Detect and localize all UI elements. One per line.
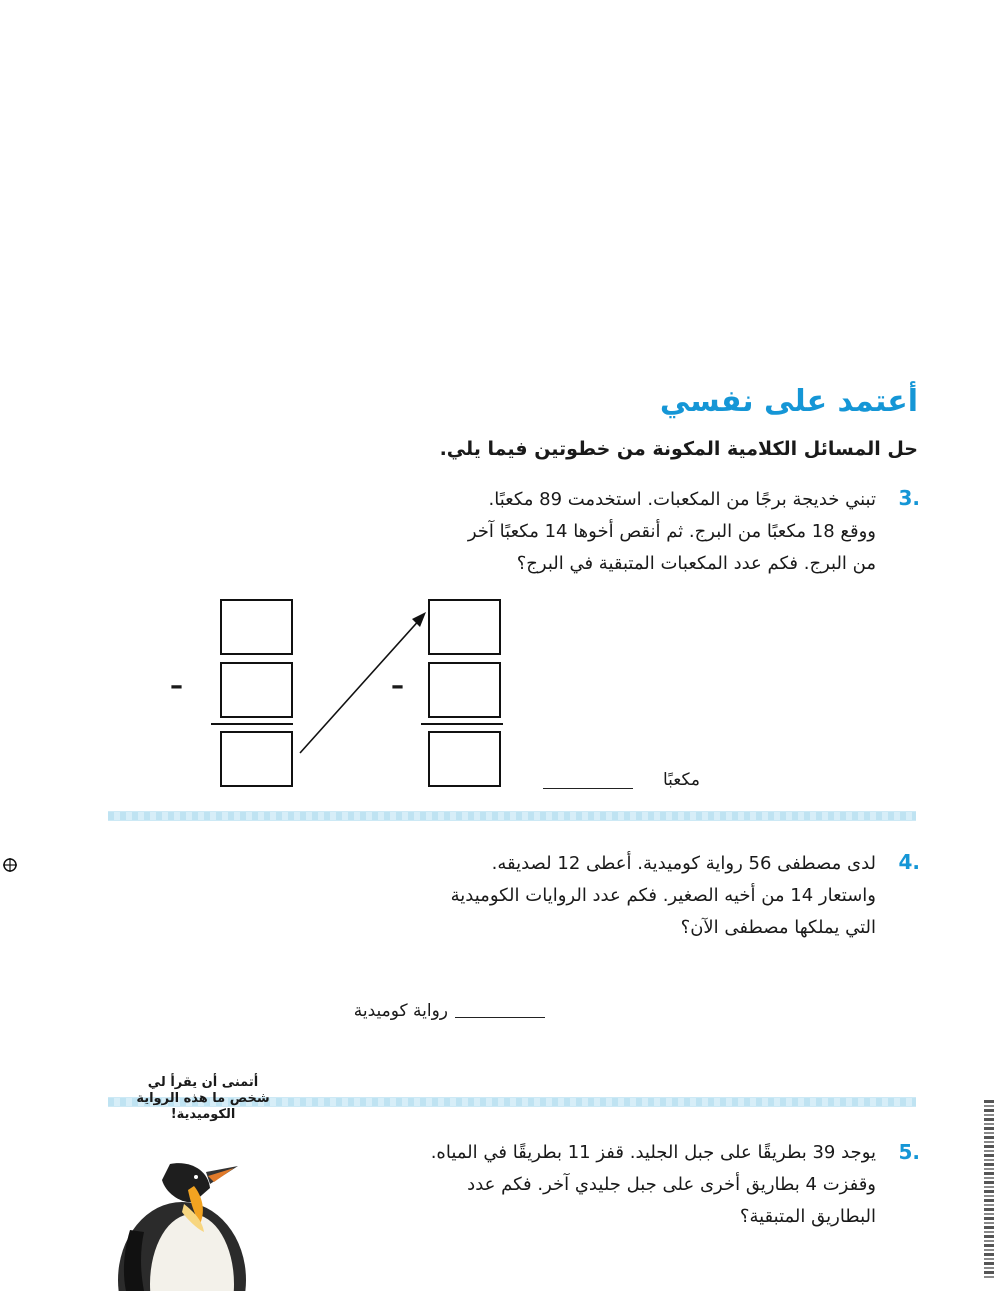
question-line: البطاريق المتبقية؟ <box>739 1206 876 1227</box>
answer-unit: مكعبًا <box>662 770 700 790</box>
question-line: تبني خديجة برجًا من المكعبات. استخدمت 89 مكعبًا. <box>488 489 876 510</box>
question-text <box>451 848 876 944</box>
question-line: وقفزت 4 بطاريق أخرى على جبل جليدي آخر. فكم عدد <box>467 1174 876 1195</box>
instructions: حل المسائل الكلامية المكونة من خطوتين فيما يلي. <box>439 438 918 460</box>
answer-box[interactable] <box>428 731 501 787</box>
question-line: لدى مصطفى 56 رواية كوميدية. أعطى 12 لصديقه. <box>491 853 876 874</box>
answer-box[interactable] <box>220 662 293 718</box>
question-number: 3. <box>898 486 920 510</box>
speech-line: أتمنى أن يقرأ لي <box>147 1075 259 1090</box>
minus-sign: – <box>170 671 183 701</box>
question-number: 4. <box>898 850 920 874</box>
question-line: التي يملكها مصطفى الآن؟ <box>680 917 876 938</box>
question-line: من البرج. فكم عدد المكعبات المتبقية في البرج؟ <box>516 553 876 574</box>
answer-box[interactable] <box>428 662 501 718</box>
answer-box[interactable] <box>428 599 501 655</box>
speech-line: الكوميدية! <box>170 1107 236 1122</box>
question-text <box>431 1137 876 1233</box>
question-text <box>468 484 876 580</box>
registration-mark-icon <box>2 857 18 873</box>
question-line: ووقع 18 مكعبًا من البرج. ثم أنقص أخوها 14 مكعبًا آخر <box>467 521 876 542</box>
penguin-speech <box>128 1075 278 1123</box>
arrow-icon <box>290 605 435 760</box>
answer-line[interactable] <box>455 1017 545 1018</box>
side-credit-strip <box>984 1100 994 1280</box>
minus-sign: – <box>391 671 404 701</box>
question-line: يوجد 39 بطريقًا على جبل الجليد. قفز 11 بطريقًا في المياه. <box>430 1142 876 1163</box>
speech-line: شخص ما هذه الرواية <box>136 1091 270 1106</box>
section-divider <box>108 811 916 821</box>
section-title: أعتمد على نفسي <box>659 384 918 419</box>
question-number: 5. <box>898 1140 920 1164</box>
penguin-illustration <box>110 1160 250 1291</box>
question-line: واستعار 14 من أخيه الصغير. فكم عدد الروايات الكوميدية <box>450 885 876 906</box>
answer-box[interactable] <box>220 731 293 787</box>
answer-unit: رواية كوميدية <box>353 1001 448 1021</box>
subtraction-rule <box>211 723 293 725</box>
answer-line[interactable] <box>543 788 633 789</box>
answer-box[interactable] <box>220 599 293 655</box>
